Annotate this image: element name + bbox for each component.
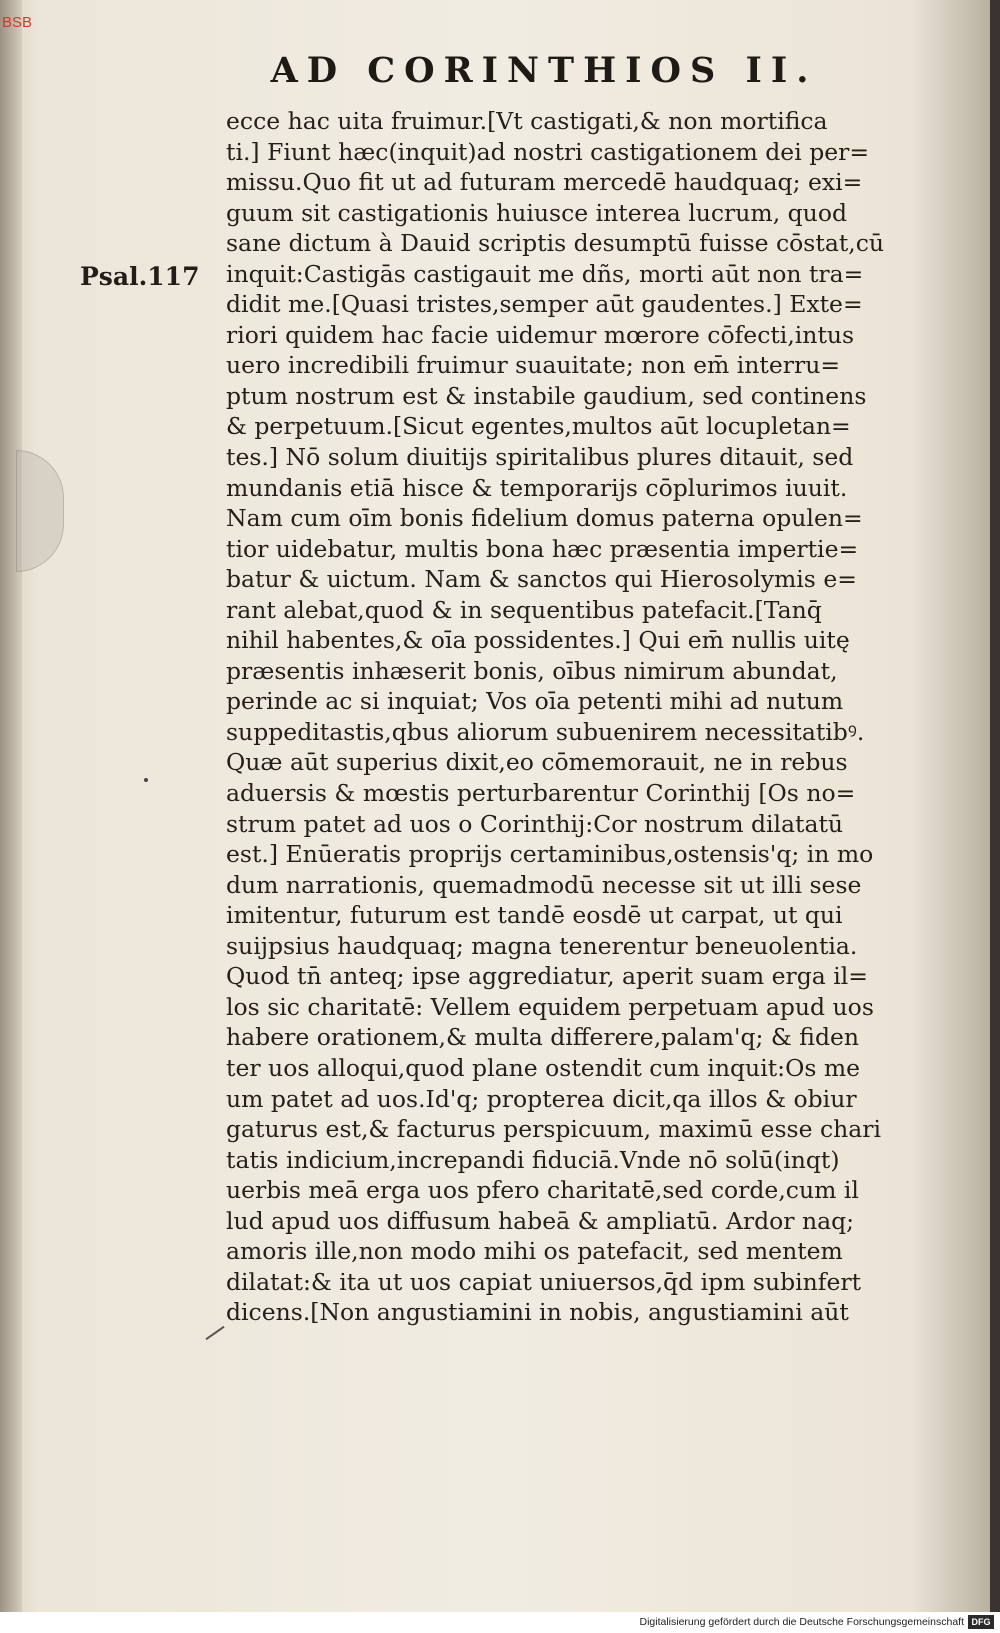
library-mark: BSB (2, 14, 33, 31)
text-line: dicens.[Non angustiamini in nobis, angustiamini aūt (226, 1298, 849, 1327)
body-text (226, 106, 916, 1328)
text-line: amoris ille,non modo mihi os patefacit, sed mentem (226, 1237, 843, 1266)
text-line: strum patet ad uos o Corinthij:Cor nostrum dilatatū (226, 809, 844, 838)
dfg-logo: DFG (968, 1615, 994, 1629)
text-line: um patet ad uos.Id'q; propterea dicit,qa illos & obiur (226, 1084, 857, 1113)
text-line: uero incredibili fruimur suauitate; non em̄ interru= (226, 351, 841, 380)
text-line: suijpsius haudquaq; magna tenerentur beneuolentia. (226, 931, 858, 960)
text-line: dilatat:& ita ut uos capiat uniuersos,q̄d ipm subinfert (226, 1267, 862, 1296)
text-line: dum narrationis, quemadmodū necesse sit ut illi sese (226, 870, 862, 899)
text-line: guum sit castigationis huiusce interea lucrum, quod (226, 198, 848, 227)
text-line: uerbis meā erga uos pfero charitatē,sed corde,cum il (226, 1176, 859, 1205)
text-line: inquit:Castigās castigauit me dñs, morti aūt non tra= (226, 259, 864, 288)
ink-stroke (205, 1326, 224, 1340)
text-line: nihil habentes,& oīa possidentes.] Qui em̄ nullis uitę (226, 626, 850, 655)
text-line: Quod tn̄ anteq; ipse aggrediatur, aperit suam erga il= (226, 962, 868, 991)
text-line: perinde ac si inquiat; Vos oīa petenti mihi ad nutum (226, 687, 844, 716)
text-line: præsentis inhæserit bonis, oībus nimirum abundat, (226, 656, 838, 685)
text-line: mundanis etiā hisce & temporarijs cōplurimos iuuit. (226, 473, 848, 502)
text-line: rant alebat,quod & in sequentibus patefacit.[Tanq̄ (226, 595, 822, 624)
text-line: ecce hac uita fruimur.[Vt castigati,& non mortifica (226, 107, 828, 135)
text-line: imitentur, futurum est tandē eosdē ut carpat, ut qui (226, 901, 843, 930)
margin-note: Psal.117 (80, 262, 200, 291)
text-line: tes.] Nō solum diuitijs spiritalibus plures ditauit, sed (226, 443, 854, 472)
text-line: Nam cum oīm bonis fidelium domus paterna opulen= (226, 504, 863, 533)
digitization-footer (0, 1612, 1000, 1633)
text-line: est.] Enūeratis proprijs certaminibus,ostensis'q; in mo (226, 840, 874, 869)
text-line: lud apud uos diffusum habeā & ampliatū. Ardor naq; (226, 1206, 855, 1235)
text-line: sane dictum à Dauid scriptis desumptū fuisse cōstat,cū (226, 229, 885, 258)
text-line: aduersis & mœstis perturbarentur Corinthij [Os no= (226, 779, 856, 808)
text-line: batur & uictum. Nam & sanctos qui Hierosolymis e= (226, 565, 857, 594)
text-line: tior uidebatur, multis bona hæc præsentia impertie= (226, 534, 859, 563)
footer-text: Digitalisierung gefördert durch die Deutsche Forschungsgemeinschaft (639, 1616, 964, 1628)
text-line: ptum nostrum est & instabile gaudium, sed continens (226, 381, 867, 410)
text-line: & perpetuum.[Sicut egentes,multos aūt locupletan= (226, 412, 851, 441)
ink-dot (144, 778, 148, 782)
text-line: ti.] Fiunt hæc(inquit)ad nostri castigationem dei per= (226, 137, 870, 166)
text-line: didit me.[Quasi tristes,semper aūt gaudentes.] Exte= (226, 290, 863, 319)
page-tab-shadow (16, 450, 64, 572)
text-line: Quæ aūt superius dixit,eo cōmemorauit, ne in rebus (226, 748, 848, 777)
text-line: los sic charitatē: Vellem equidem perpetuam apud uos (226, 992, 874, 1021)
text-line: tatis indicium,increpandi fiduciā.Vnde nō solū(inqt) (226, 1145, 840, 1174)
page-gutter (0, 0, 22, 1612)
text-line: suppeditastis,qbus aliorum subuenirem necessitatibꝰ. (226, 717, 865, 746)
text-line: habere orationem,& multa differere,palam'q; & fiden (226, 1023, 860, 1052)
text-line: missu.Quo fit ut ad futuram mercedē haudquaq; exi= (226, 168, 863, 197)
text-line: riori quidem hac facie uidemur mœrore cōfecti,intus (226, 320, 855, 349)
running-head: AD CORINTHIOS II. (270, 50, 818, 91)
text-line: gaturus est,& facturus perspicuum, maximū esse chari (226, 1115, 882, 1144)
text-line: ter uos alloqui,quod plane ostendit cum inquit:Os me (226, 1053, 861, 1082)
